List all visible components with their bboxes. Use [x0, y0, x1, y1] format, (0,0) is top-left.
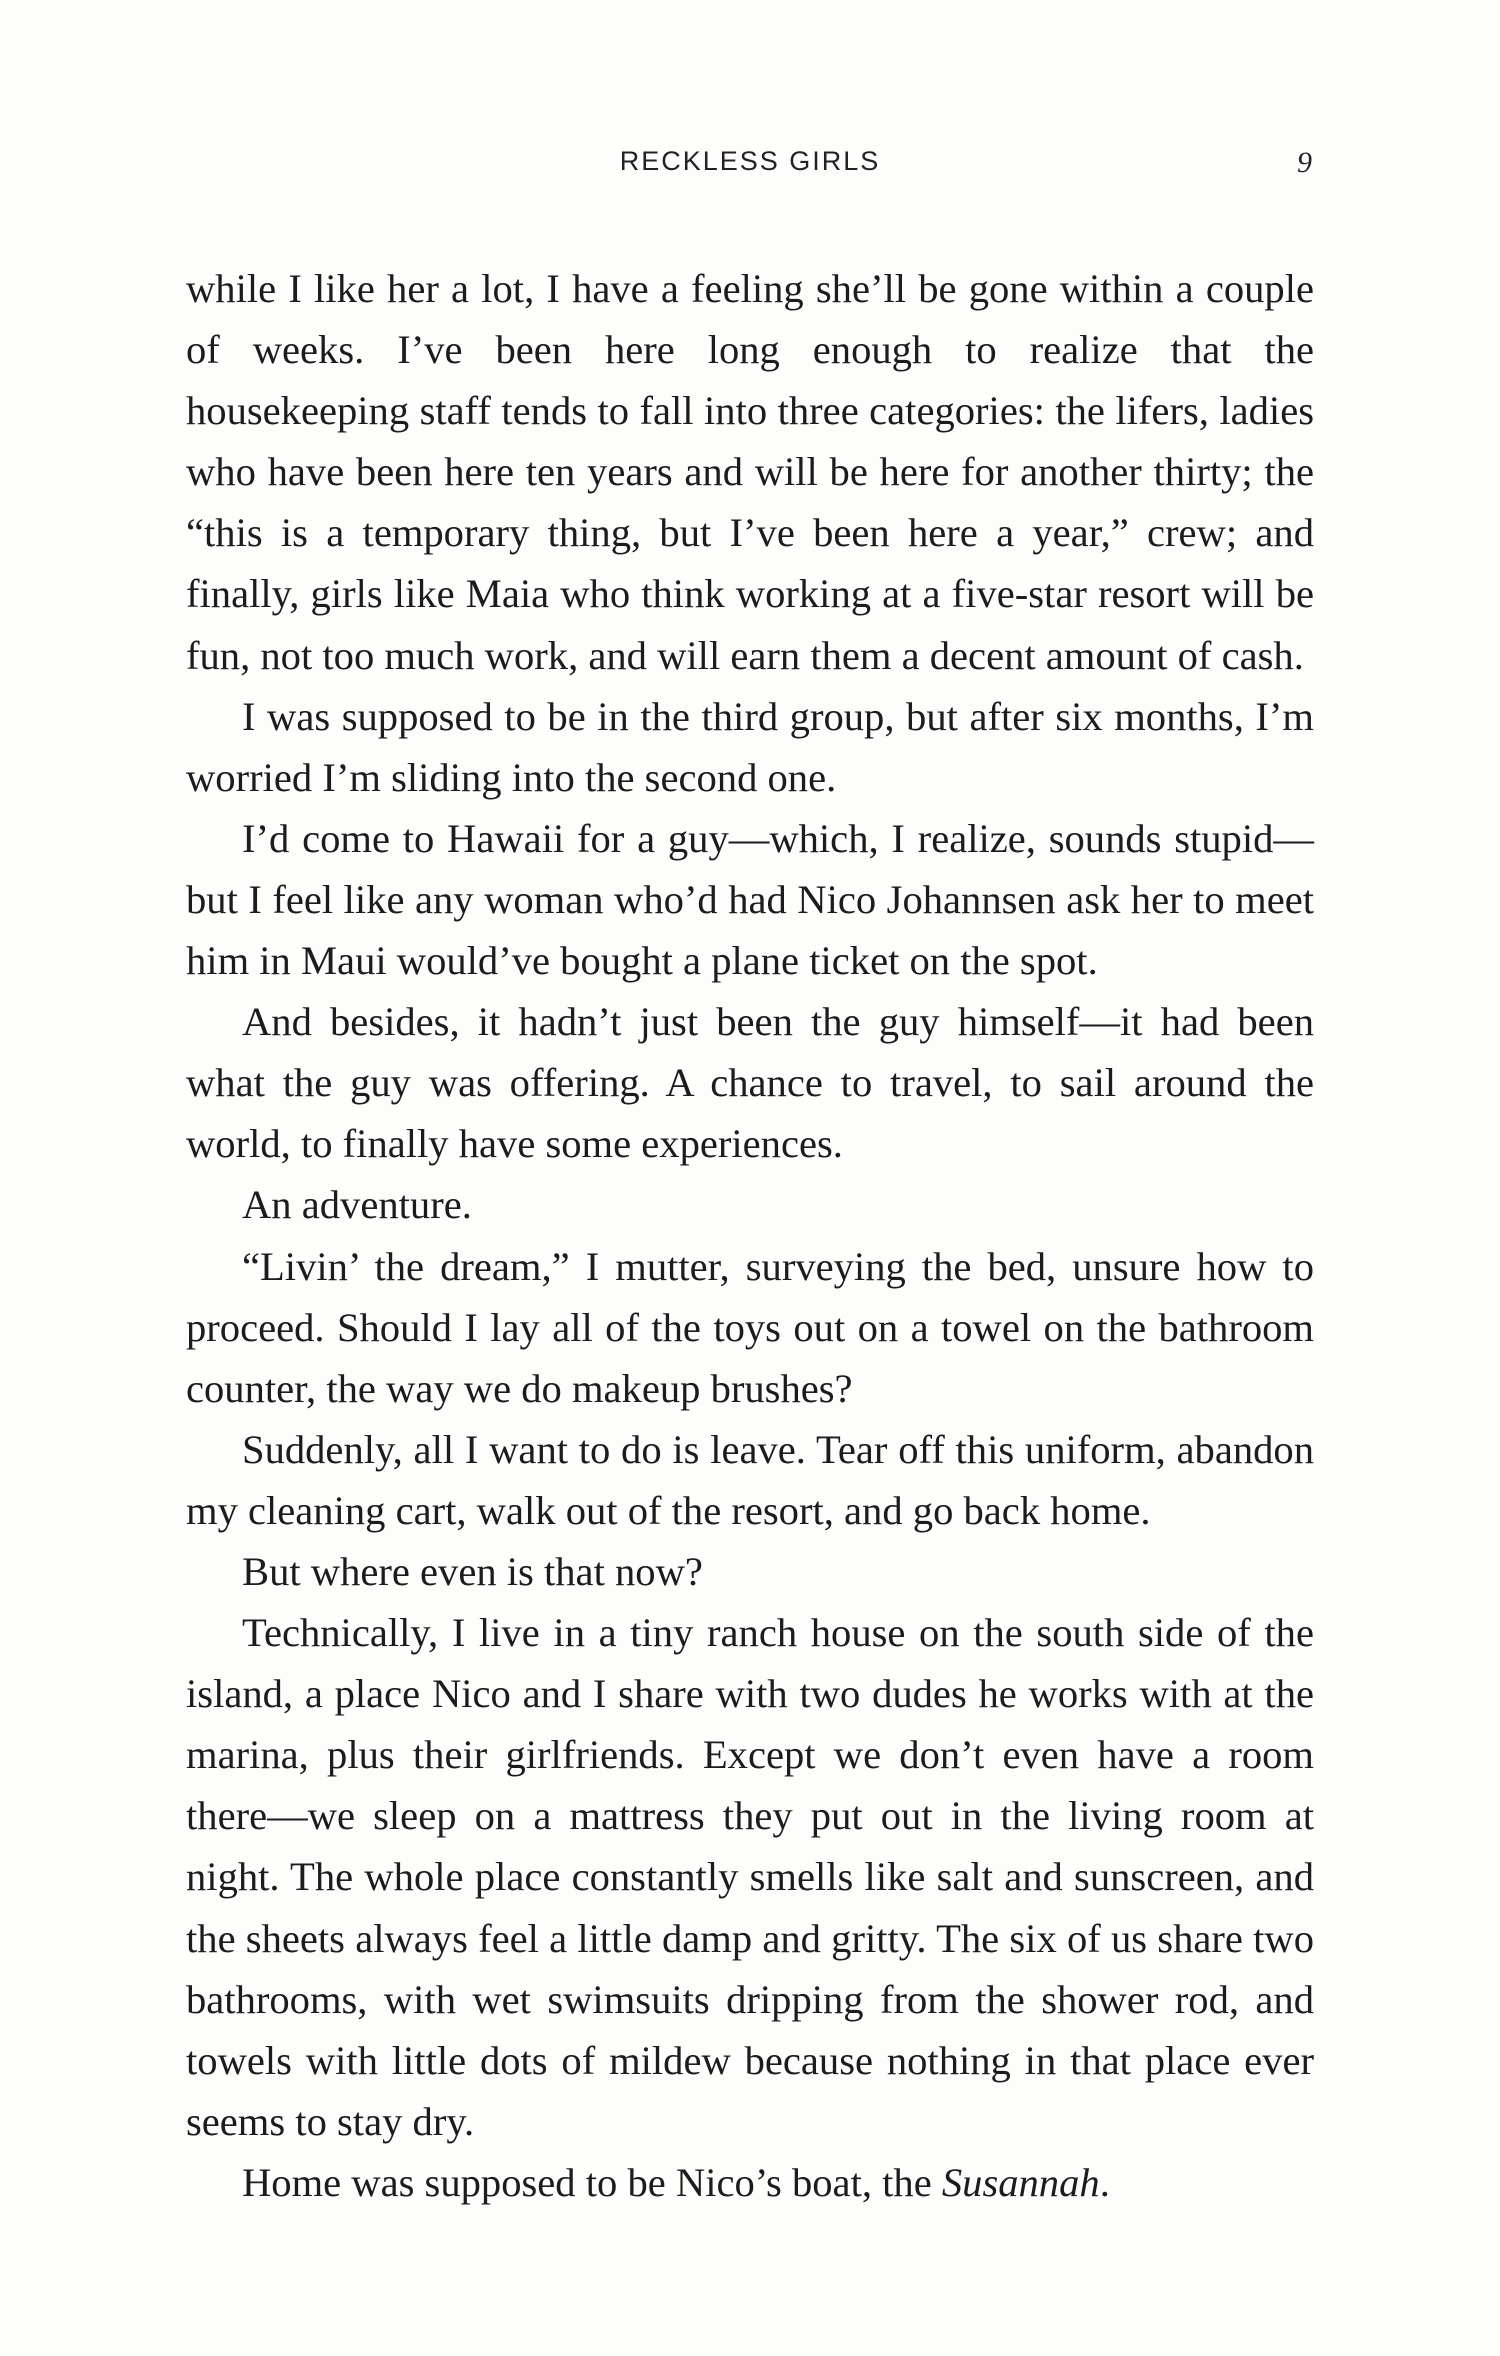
paragraph: And besides, it hadn’t just been the guy himself—it had been what the guy was offering. A chance to travel, to sail around the world, to finally have some experiences.	[186, 999, 1314, 1167]
paragraph: I’d come to Hawaii for a guy—which, I realize, sounds stupid—but I feel like any woman who’d had Nico Johannsen ask her to meet him in Maui would’ve bought a plane ticket on the spot.	[186, 815, 1314, 984]
paragraph: Suddenly, all I want to do is leave. Tear off this uniform, abandon my cleaning cart, walk out of the resort, and go back home.	[186, 1426, 1314, 1533]
page-number: 9	[1297, 146, 1312, 179]
running-title: RECKLESS GIRLS	[619, 146, 881, 176]
body-text	[186, 258, 1314, 2213]
paragraph-last-text: Home was supposed to be Nico’s boat, the	[242, 2159, 942, 2205]
paragraph-last	[186, 2152, 1314, 2213]
paragraph: “Livin’ the dream,” I mutter, surveying the bed, unsure how to proceed. Should I lay all of the toys out on a towel on the bathroom counter, the way we do makeup brushes?	[186, 1243, 1314, 1411]
paragraph: But where even is that now?	[242, 1548, 703, 1594]
paragraph: I was supposed to be in the third group, but after six months, I’m worried I’m sliding into the second one.	[186, 693, 1314, 800]
paragraph: Technically, I live in a tiny ranch house on the south side of the island, a place Nico and I share with two dudes he works with at the marina, plus their girlfriends. Except we don’t even have a room there—we sleep on a mattress they put out in the living room at night. The whole place constantly smells like salt and sunscreen, and the sheets always feel a little damp and gritty. The six of us share two bathrooms, with wet swimsuits dripping from the shower rod, and towels with little dots of mildew because nothing in that place ever seems to stay dry.	[186, 1610, 1314, 2144]
running-head	[0, 146, 1500, 186]
paragraph: An adventure.	[242, 1182, 472, 1228]
boat-name: Susannah	[941, 2159, 1100, 2205]
paragraph-last-end: .	[1099, 2159, 1110, 2205]
paragraph-continued: while I like her a lot, I have a feeling she’ll be gone within a couple of weeks. I’ve been here long enough to realize that the housekeeping staff tends to fall into three categories: the lifers, ladies who have been here ten years and will be here for another thirty; the “this is a temporary thing, but I’ve been here a year,” crew; and finally, girls like Maia who think working at a five-star resort will be fun, not too much work, and will earn them a decent amount of cash.	[186, 266, 1314, 678]
